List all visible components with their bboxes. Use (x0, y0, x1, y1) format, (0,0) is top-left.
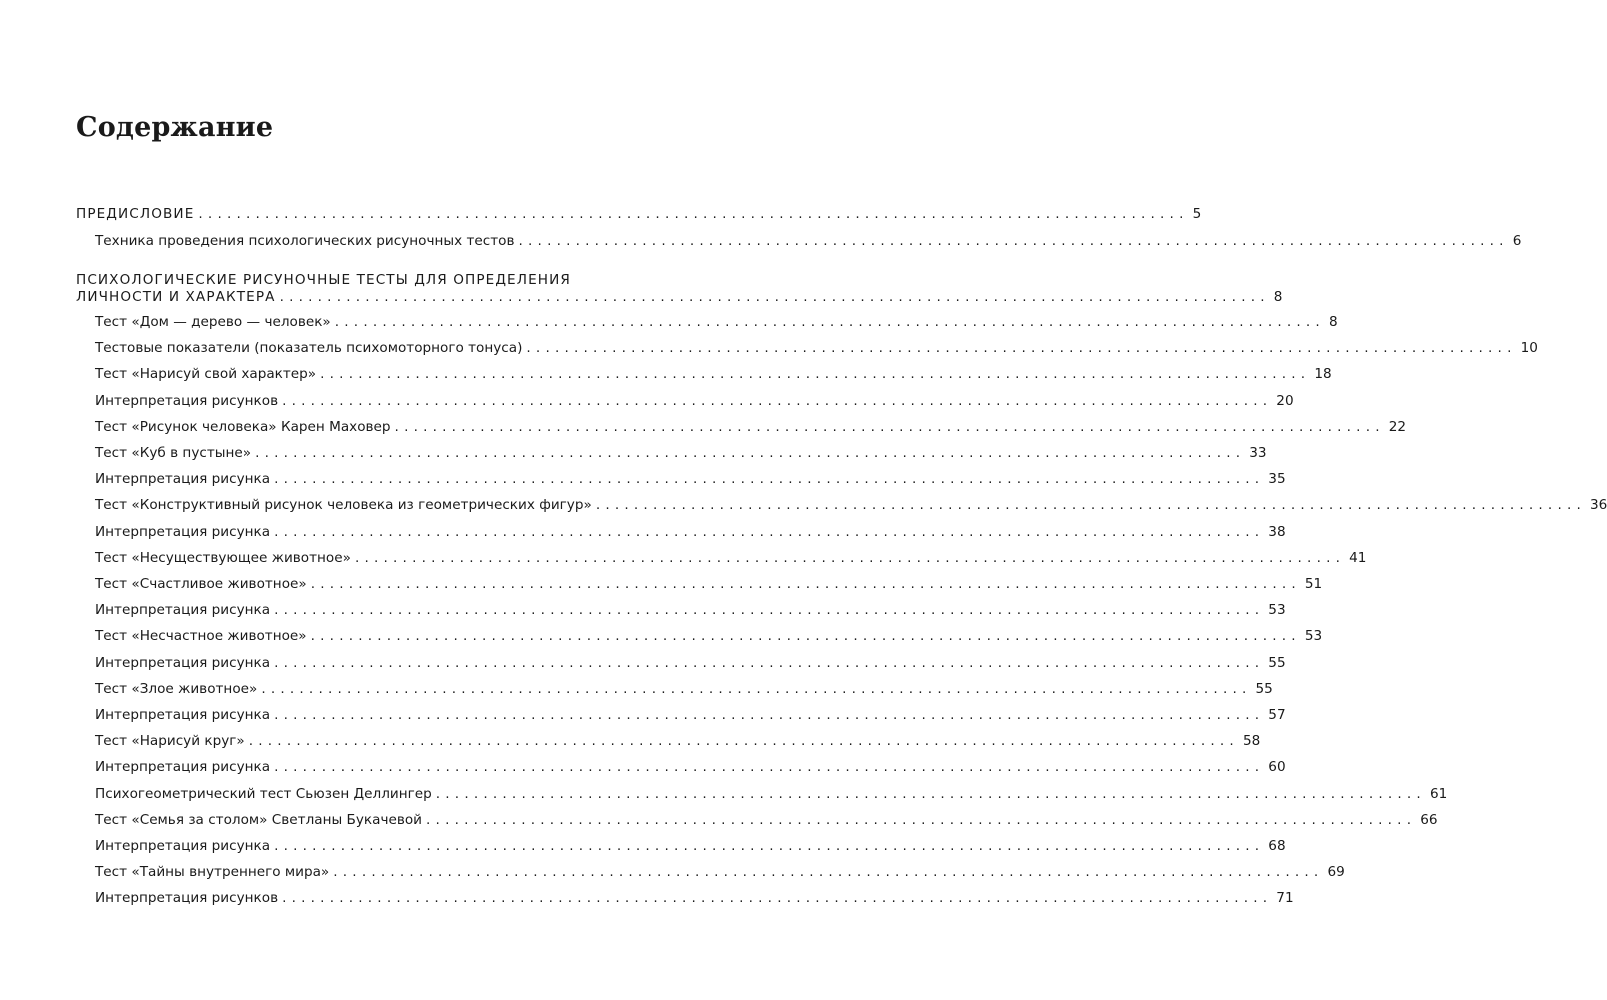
dot-leader: ........................................................................................................ (248, 733, 1239, 750)
dot-leader: ........................................................................................................ (518, 233, 1509, 249)
toc-item[interactable] (95, 340, 1538, 357)
toc-item[interactable] (95, 602, 1286, 619)
dot-leader: ........................................................................................................ (354, 549, 1346, 566)
dot-leader: ........................................................................................................ (394, 418, 1385, 435)
toc-item[interactable] (95, 707, 1286, 723)
dot-leader: ........................................................................................................ (595, 497, 1587, 514)
dot-leader: ........................................................................................................ (255, 445, 1246, 461)
toc-item-label: Интерпретация рисунка (95, 838, 271, 854)
toc-item-label: Интерпретация рисунка (95, 707, 271, 723)
toc-page-number: 68 (1268, 838, 1286, 854)
dot-leader: ........................................................................................................ (274, 654, 1265, 671)
dot-leader: ........................................................................................................ (274, 707, 1265, 723)
toc-item-label: Тест «Тайны внутреннего мира» (95, 864, 330, 881)
dot-leader: ........................................................................................................ (274, 523, 1265, 540)
toc-item-label: Тест «Нарисуй круг» (95, 733, 245, 750)
toc-page-number: 41 (1349, 549, 1367, 566)
toc-item-label: Тест «Несуществующее животное» (95, 549, 351, 566)
dot-leader: ........................................................................................................ (282, 392, 1273, 409)
dot-leader: ........................................................................................................ (198, 206, 1189, 222)
dot-leader: ........................................................................................................ (333, 864, 1324, 881)
toc-item-label: Тест «Куб в пустыне» (95, 445, 252, 461)
toc-section-label-line1[interactable]: ПСИХОЛОГИЧЕСКИЕ РИСУНОЧНЫЕ ТЕСТЫ ДЛЯ ОПРЕДЕЛЕНИЯ (76, 272, 571, 288)
dot-leader: ........................................................................................................ (426, 811, 1417, 828)
toc-item[interactable] (95, 811, 1438, 828)
toc-item[interactable] (95, 890, 1294, 907)
toc-page-number: 51 (1304, 576, 1323, 592)
dot-leader: ........................................................................................................ (274, 471, 1265, 488)
toc-item-label: Интерпретация рисунка (95, 602, 271, 619)
toc-item-label: Тест «Счастливое животное» (95, 576, 307, 592)
toc-item[interactable] (95, 576, 1323, 592)
toc-item[interactable] (95, 471, 1286, 488)
toc-item[interactable] (95, 785, 1448, 802)
toc-page-number: 20 (1276, 392, 1294, 409)
dot-leader: ........................................................................................................ (274, 838, 1265, 854)
toc-page-number: 33 (1249, 445, 1267, 461)
toc-item-label: Психогеометрический тест Сьюзен Деллингер (95, 785, 432, 802)
toc-page-number: 53 (1268, 602, 1286, 619)
toc-item[interactable] (95, 314, 1338, 330)
toc-page-number: 66 (1420, 811, 1438, 828)
toc-item-label: Интерпретация рисунка (95, 759, 271, 776)
toc-page-number: 22 (1388, 418, 1407, 435)
toc-page-number: 36 (1590, 497, 1607, 514)
toc-item-label: Тест «Рисунок человека» Карен Маховер (95, 418, 391, 435)
toc-section-tests[interactable] (76, 289, 1283, 305)
toc-page-number: 58 (1242, 733, 1261, 750)
dot-leader: ........................................................................................................ (261, 680, 1252, 697)
dot-leader: ........................................................................................................ (274, 759, 1265, 776)
toc-item[interactable] (95, 759, 1286, 776)
toc-section-preface[interactable] (76, 206, 1202, 222)
toc-page-number: 18 (1314, 366, 1332, 383)
toc-page-number: 55 (1255, 680, 1273, 697)
dot-leader: ........................................................................................................ (279, 289, 1270, 305)
toc-item[interactable] (95, 445, 1267, 461)
toc-page-number: 8 (1328, 314, 1338, 330)
toc-item[interactable] (95, 523, 1286, 540)
toc-section-label-line2: ЛИЧНОСТИ И ХАРАКТЕРА (76, 289, 276, 305)
dot-leader: ........................................................................................................ (334, 314, 1325, 330)
toc-item[interactable] (95, 628, 1323, 645)
toc-page-number: 35 (1268, 471, 1286, 488)
dot-leader: ........................................................................................................ (274, 602, 1265, 619)
toc-item[interactable] (95, 864, 1345, 881)
toc-item-label: Тест «Семья за столом» Светланы Букачевой (95, 811, 423, 828)
toc-page-number: 60 (1268, 759, 1286, 776)
toc-item[interactable] (95, 418, 1407, 435)
toc-page-number: 69 (1327, 864, 1345, 881)
toc-page-number: 8 (1273, 289, 1283, 305)
toc-item-label: Тест «Дом — дерево — человек» (95, 314, 331, 330)
toc-item[interactable] (95, 366, 1332, 383)
toc-item-label: Интерпретация рисунка (95, 654, 271, 671)
toc-page-number: 53 (1304, 628, 1323, 645)
toc-section-label: ПРЕДИСЛОВИЕ (76, 206, 195, 222)
dot-leader: ........................................................................................................ (526, 340, 1517, 357)
toc-page-number: 10 (1520, 340, 1538, 357)
dot-leader: ........................................................................................................ (310, 628, 1301, 645)
dot-leader: ........................................................................................................ (320, 366, 1311, 383)
dot-leader: ........................................................................................................ (282, 890, 1273, 907)
toc-page-number: 55 (1268, 654, 1286, 671)
toc-page-number: 5 (1192, 206, 1202, 222)
toc-item-label: Тест «Злое животное» (95, 680, 258, 697)
toc-item[interactable] (95, 654, 1286, 671)
toc-page-number: 38 (1268, 523, 1286, 540)
toc-item[interactable] (95, 549, 1367, 566)
toc-page-number: 61 (1429, 785, 1448, 802)
toc-item[interactable] (95, 233, 1522, 249)
toc-item-label: Тест «Конструктивный рисунок человека из геометрических фигур» (95, 497, 592, 514)
toc-page-number: 6 (1512, 233, 1522, 249)
dot-leader: ........................................................................................................ (435, 785, 1426, 802)
toc-item-label: Тест «Нарисуй свой характер» (95, 366, 317, 383)
toc-item-label: Интерпретация рисунка (95, 523, 271, 540)
toc-item[interactable] (95, 497, 1607, 514)
toc-item[interactable] (95, 838, 1286, 854)
page-title: Содержание (76, 112, 274, 143)
dot-leader: ........................................................................................................ (310, 576, 1301, 592)
toc-item[interactable] (95, 392, 1294, 409)
toc-item-label: Тест «Несчастное животное» (95, 628, 307, 645)
toc-item[interactable] (95, 680, 1273, 697)
toc-item[interactable] (95, 733, 1261, 750)
toc-item-label: Техника проведения психологических рисуночных тестов (95, 233, 515, 249)
toc-item-label: Тестовые показатели (показатель психомоторного тонуса) (95, 340, 523, 357)
toc-item-label: Интерпретация рисунков (95, 392, 279, 409)
toc-page-number: 57 (1268, 707, 1286, 723)
toc-item-label: Интерпретация рисунка (95, 471, 271, 488)
toc-item-label: Интерпретация рисунков (95, 890, 279, 907)
toc-page-number: 71 (1276, 890, 1294, 907)
